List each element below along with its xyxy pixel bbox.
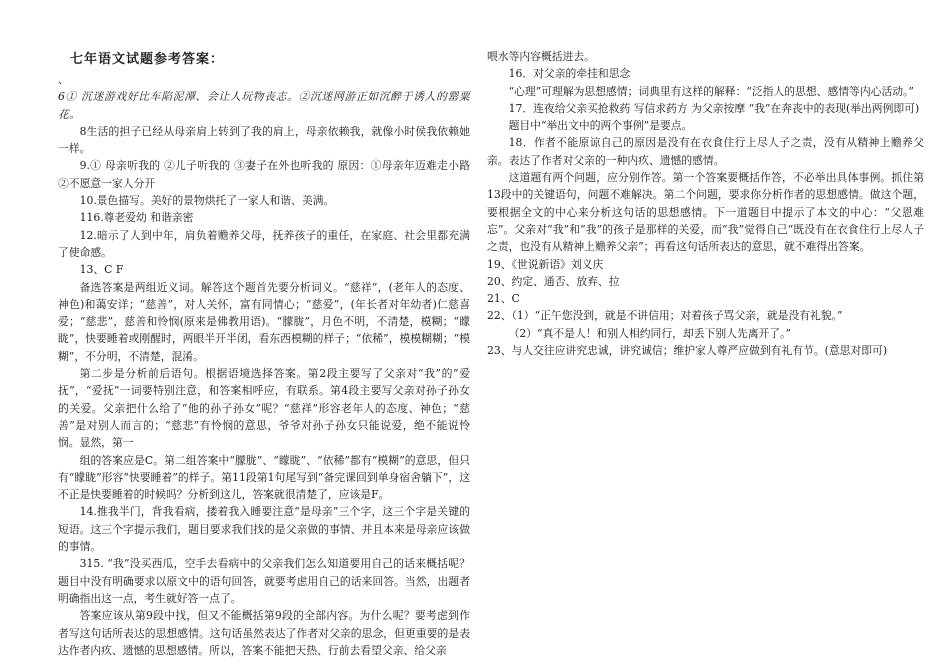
- right-answer-paragraph: “心理”可理解为思想感情；词典里有这样的解释：“泛指人的思想、感情等内心活动。”: [508, 84, 914, 98]
- left-answer-paragraph: 第二步是分析前后语句。根据语境选择答案。第2段主要写了父亲对“我”的“爱抚”，“爱抚”一词要特别注意，和答案相呼应，有联系。第4段主要写父亲对孙子孙女的关爱。父亲把什么给了“他的孙子孙女”呢？“慈祥”形容老年人的态度、神色；“慈善”是对别人而言的；“慈悲”有怜悯的意思，爷爷对孙子孙女只能说爱，绝不能说怜悯。显然，第一: [58, 367, 470, 450]
- left-answer-paragraph: 9.① 母亲听我的 ②儿子听我的 ③妻子在外也听我的 原因：①母亲年迈难走小路②不愿意一家人分开: [58, 159, 470, 190]
- left-answer-paragraph: 6① 沉迷游戏好比车陷泥潭、会让人玩物丧志。②沉迷网游正如沉醉于诱人的罂粟花。: [58, 90, 470, 121]
- right-answer-paragraph: （2）“真不是人！和别人相约同行，却丢下别人先离开了。”: [508, 326, 792, 340]
- left-answer-paragraph: 备选答案是两组近义词。解答这个题首先要分析词义。“慈祥”，(老年人的态度、神色)和蔼安详；“慈善”，对人关怀，富有同情心；“慈爱”，(年长者对年幼者)仁慈喜爱；“慈悲”，慈善和怜悯(原来是佛教用语)。“朦胧”，月色不明，不清楚，模糊；“矇眬”，快要睡着或刚醒时，两眼半开半闭，看东西模糊的样子；“依稀”，模模糊糊；“模糊”，不分明，不清楚，混淆。: [58, 280, 470, 363]
- left-answer-paragraph: 10.景色描写。美好的景物烘托了一家人和谐、美满。: [79, 194, 335, 208]
- left-answer-paragraph: 315. “我”没买西瓜，空手去看病中的父亲我们怎么知道要用自己的话来概括呢？题目中没有明确要求以原文中的语句回答，就要考虑用自己的话来回答。当然，出题者明确指出这一点，考生就好答一点了。: [58, 557, 470, 605]
- right-answer-paragraph: 17．连夜给父亲买抢救药 写信求药方 为父亲按摩 “我”在奔丧中的表现(举出两例即可): [508, 101, 920, 115]
- left-answer-paragraph: 13、C F: [79, 263, 124, 277]
- right-answer-paragraph: 喂水等内容概括进去。: [487, 50, 595, 63]
- left-answer-paragraph: 14.推我半门，背我看病，搂着我入睡要注意“是母亲”三个字，这三个字是关键的短语。这三个字提示我们，题目要求我们找的是父亲做的事情、并且本来是母亲应该做的事情。: [58, 505, 470, 554]
- page-title: 七年语文试题参考答案：: [70, 52, 225, 67]
- left-column: [58, 51, 470, 659]
- left-answer-paragraph: 8生活的担子已经从母亲肩上转到了我的肩上，母亲依赖我，就像小时侯我依赖她一样。: [58, 124, 470, 156]
- right-answer-paragraph: 19、《世说新语》刘义庆: [487, 257, 604, 271]
- right-answer-paragraph: 22、（1）“正午您没到，就是不讲信用；对着孩子骂父亲，就是没有礼貌。”: [487, 309, 843, 323]
- right-column: [487, 48, 924, 359]
- left-answer-paragraph: 组的答案应是C。第二组答案中“朦胧”、“矇眬”、“依稀”都有“模糊”的意思，但只有“矇眬”形容“快要睡着”的样子。第11段第1句尾写到“备完课回到单身宿舍躺下”，这不正是快要睡着的时候吗？分析到这儿，答案就很清楚了，应该是F。: [58, 453, 470, 502]
- left-answer-paragraph: 答案应该从第9段中找，但又不能概括第9段的全部内容。为什么呢？要考虑到作者写这句话所表达的思想感情。这句话虽然表达了作者对父亲的思念，但更重要的是表达作者内疚、遗憾的思想感情。所以，答案不能把天热、行前去看望父亲、给父亲: [58, 609, 470, 657]
- left-answer-paragraph: 12.暗示了人到中年，肩负着赡养父母，抚养孩子的重任，在家庭、社会里都充满了使命感。: [58, 228, 470, 259]
- left-answer-paragraph: 、: [58, 73, 69, 86]
- right-answer-paragraph: 这道题有两个问题，应分别作答。第一个答案要概括作答，不必举出具体事例。抓住第13段中的关键语句，问题不难解决。第二个问题，要求你分析作者的思想感情。做这个题，要根据全文的中心来分析这句话的思想感情。下一道题目中提示了本文的中心：“父恩难忘”。父亲对“我”和“我”的孩子是那样的关爱，而“我”觉得自己“既没有在衣食住行上尽人子之责，也没有从精神上赡养父亲”；再看这句话所表达的意思，就不难得出答案。: [487, 171, 924, 254]
- right-answer-paragraph: 23、与人交往应讲究忠诚，讲究诚信；维护家人尊严应做到有礼有节。(意思对即可): [487, 344, 888, 358]
- left-answer-paragraph: 116.尊老爱幼 和谐亲密: [79, 211, 194, 225]
- right-answer-paragraph: 题目中“举出文中的两个事例”是要点。: [508, 119, 693, 133]
- right-answer-paragraph: 16．对父亲的牵挂和思念: [508, 67, 631, 81]
- right-answer-paragraph: 18．作者不能原谅自己的原因是没有在衣食住行上尽人子之责，没有从精神上赡养父亲。表达了作者对父亲的一种内疚、遗憾的感情。: [487, 136, 924, 167]
- right-answer-paragraph: 21、C: [487, 292, 520, 306]
- right-answer-paragraph: 20、约定、通否、放弃、拉: [487, 274, 620, 288]
